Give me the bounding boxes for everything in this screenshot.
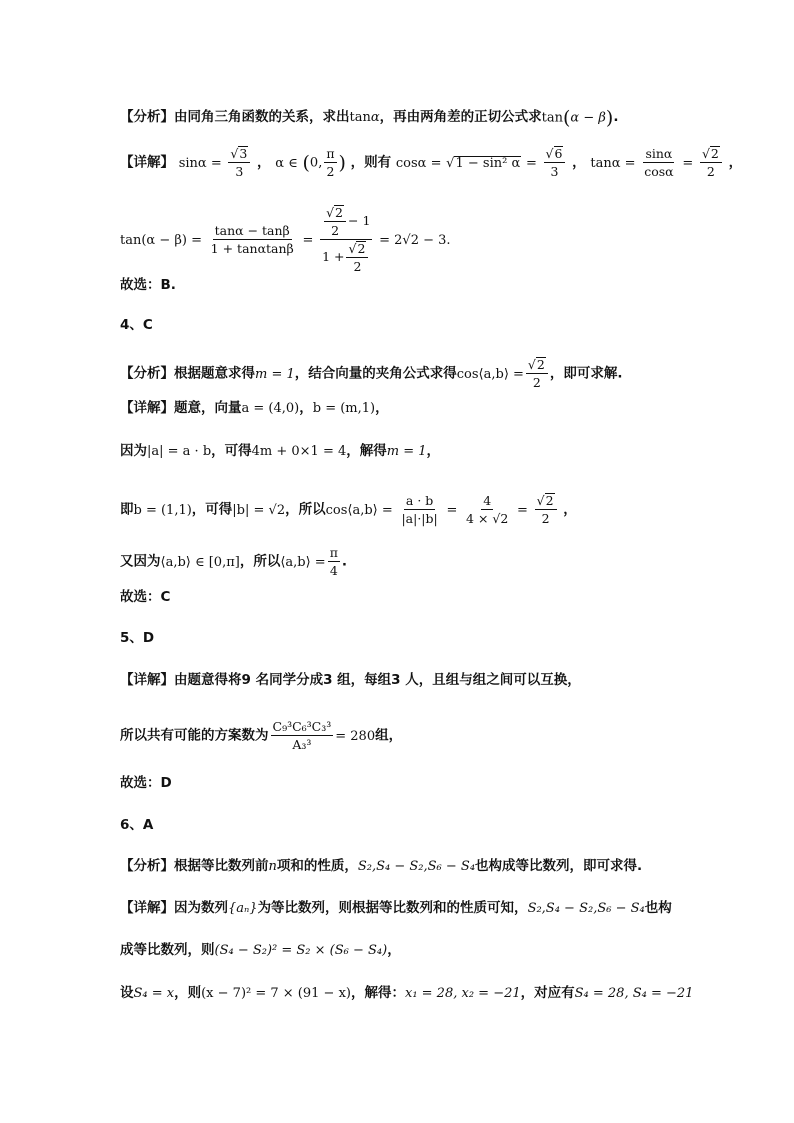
comma: ， [299,400,313,416]
detail-text: 因为数列 [174,900,228,916]
math-sequence: S₂,S₄ − S₂,S₆ − S₄ [357,859,476,874]
math-fraction: $\frac{√6}{3}$ [544,146,566,179]
math-eq: = [446,502,458,518]
analysis-label: 【分析】 [120,109,174,125]
math-tan-eq: tanα = [590,155,636,171]
q6-relation-line [120,940,401,961]
analysis-text: 根据题意求得 [174,365,255,382]
math-fraction: $\frac{√2}{2}$ [535,493,557,526]
analysis-text: 也构成等比数列，即可求得. [475,858,643,874]
q6-detail-line [120,898,672,919]
math-equation: (x − 7)² = 7 × (91 − x) [201,986,351,1001]
math-fraction: $\frac{\pi}{2}$ [326,146,335,179]
math-cos-eq: cosα = [395,155,442,171]
comma: ， [728,154,743,171]
comma: ， [572,154,586,171]
detail-text: 因为 [120,443,147,459]
math-m-value: m = 1 [386,444,427,459]
math-fraction: $\frac{\tan\alpha - \tan\beta}{1 + \tan\alpha\tan\beta}$ [210,223,294,256]
q5-total-line [120,719,402,752]
q5-number: 5、D [120,630,155,646]
math-fraction: $\frac{\text{C₉³C₆³C₃³}}{\text{A₃³}}$ [272,719,332,752]
math-fraction: $\frac{√2}{2}$ [700,146,722,179]
math-eq: = [302,232,314,248]
math-fraction: $\frac{a \cdot b}{|a|\cdot|b|}$ [401,493,438,526]
detail-text: 也构 [644,900,672,916]
detail-text: ，则有 [350,154,392,171]
detail-text: ，可得 [211,443,252,459]
p3-analysis-line [120,107,618,128]
q6-number: 6、A [120,817,154,833]
q6-analysis-line [120,856,642,877]
math-relation: (S₄ − S₂)² = S₂ × (S₆ − S₄) [214,943,388,958]
detail-text: ，解得 [346,443,387,459]
math-sequence: S₂,S₄ − S₂,S₆ − S₄ [527,901,645,916]
math-fraction: $\frac{√3}{3}$ [228,146,250,179]
math-result: = 2√2 − 3. [379,232,451,248]
math-s4-values: S₄ = 28, S₄ = −21 [574,986,694,1001]
detail-text: ，所以 [239,553,281,570]
comma: ， [387,942,401,958]
detail-text: ，所以 [285,501,326,518]
math-abs-b: |b| = √2 [232,502,286,518]
detail-text: 即 [120,501,134,518]
analysis-text: ，再由两角差的正切公式求 [379,109,542,125]
p3-detail-line: 【详解】 sinα = $\frac{√3}{3}$ ， α ∈ (0, $\frac{\pi}{2}$ ) ，则有 cosα = √1 − sin² α = $\frac{√6}{3}$ ， tanα = $\frac{\sin\alpha}{\cos\alpha}$ = $\frac{√2}{2}$ ， [120,146,743,179]
q4-also-line [120,545,347,578]
q5-choice: 故选：D [120,775,172,791]
math-abs-a: |a| = a · b [147,444,212,459]
math-sequence-an: {aₙ} [228,901,258,916]
math-roots: x₁ = 28, x₂ = −21 [404,986,521,1001]
detail-label: 【详解】 [120,400,174,416]
detail-text: ，对应有 [520,985,575,1001]
comma: ， [375,400,389,416]
math-fraction: $\frac{\pi}{4}$ [329,545,338,578]
period: . [341,553,348,570]
math-eq: = [525,155,537,171]
math-tan-ab: tan(α − β) = [120,232,202,248]
math-eq: = [517,502,528,518]
math-vec-b-value: b = (1,1) [133,502,192,518]
detail-label: 【详解】 [120,154,174,171]
comma: ， [257,154,271,171]
math-n: n [268,859,277,874]
detail-text: 所以共有可能的方案数为 [120,727,269,744]
detail-text: 题意，向量 [174,400,242,416]
comma: ， [426,443,441,459]
math-vec-b: b = (m,1) [312,401,376,416]
detail-text: 成等比数列，则 [120,942,215,958]
math-angle: ⟨a,b⟩ = [280,554,326,570]
q4-analysis-line [120,357,622,390]
math-s4-x: S₄ = x [133,986,175,1001]
q4-because-line [120,441,440,462]
math-eq: = [682,155,694,171]
detail-text: 组， [375,727,403,744]
detail-text: ，则 [174,985,202,1001]
math-complex-fraction: $\frac{√2}{2}$ − 1 1 + $\frac{√2}{2}$ [322,205,371,274]
q4-so-line [120,493,577,526]
math-tan-diff: tan(α − β) [541,106,614,129]
math-range: ⟨a,b⟩ ∈ [0,π] [160,554,240,570]
detail-text: ，可得 [191,501,233,518]
analysis-text: 根据等比数列前 [174,858,269,874]
math-fraction: $\frac{4}{4 \times √2}$ [466,493,509,526]
math-equation: 4m + 0×1 = 4 [251,444,347,459]
q6-solve-line [120,983,693,1004]
analysis-text: . [613,109,619,125]
detail-text: ，解得： [350,985,405,1001]
detail-text: 设 [120,985,134,1001]
p3-choice: 故选：B. [120,277,176,293]
detail-label: 【详解】 [120,900,174,916]
detail-text: 又因为 [120,553,161,570]
math-result: = 280 [335,728,376,744]
math-m-eq: m = 1 [255,366,295,382]
analysis-label: 【分析】 [120,858,174,874]
math-tan-alpha: tanα [349,110,380,125]
math-fraction: $\frac{\sin\alpha}{\cos\alpha}$ [644,146,674,179]
math-cos-ab: cos⟨a,b⟩ = [456,366,524,382]
math-sqrt: √1 − sin² α [446,155,521,171]
analysis-text: ，结合向量的夹角公式求得 [294,365,457,382]
math-cos-ab: cos⟨a,b⟩ = [325,502,393,518]
detail-text: 为等比数列，则根据等比数列和的性质可知， [257,900,528,916]
math-alpha-in: α ∈ [275,155,298,171]
q5-detail-line [120,670,581,690]
math-interval: (0, [302,152,323,174]
q4-detail-line [120,398,389,419]
detail-label: 【详解】 [120,672,174,688]
analysis-label: 【分析】 [120,365,174,382]
math-sin-eq: sinα = [178,155,222,171]
comma: ， [563,501,577,518]
math-vec-a: a = (4,0) [241,401,300,416]
detail-text: 由题意得将9 名同学分成3 组，每组3 人，且组与组之间可以互换， [174,672,581,688]
analysis-text: ，即可求解. [549,365,623,382]
q4-choice: 故选：C [120,589,171,605]
p3-tan-line [120,205,451,274]
analysis-text: 项和的性质， [276,858,358,874]
analysis-text: 由同角三角函数的关系，求出 [174,109,350,125]
math-fraction: $\frac{√2}{2}$ [526,357,548,390]
q4-number: 4、C [120,317,153,333]
